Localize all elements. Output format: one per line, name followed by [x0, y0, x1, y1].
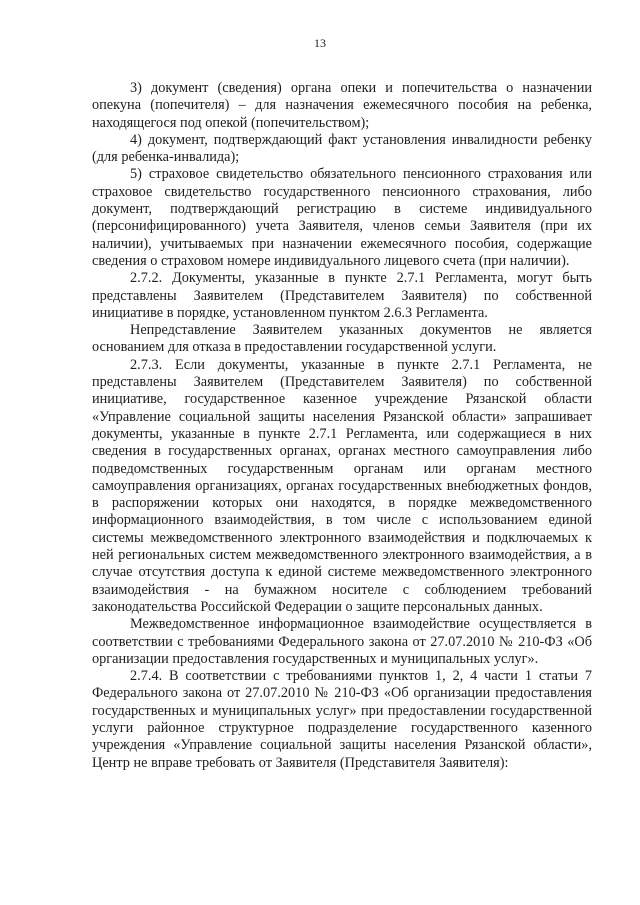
paragraph-item-3: 3) документ (сведения) органа опеки и попечительства о назначении опекуна (попечителя) – для назначения ежемесячного пособия на ребенка, находящегося под опекой (попечительством);	[92, 80, 592, 131]
paragraph-2-7-4: 2.7.4. В соответствии с требованиями пунктов 1, 2, 4 части 1 статьи 7 Федерального закона от 27.07.2010 № 210-ФЗ «Об организации предоставления государственных и муниципальных услуг» при предоставлении государственной услуги районное структурное подразделение государственного казенного учреждения «Управление социальной защиты населения Рязанской области», Центр не вправе требовать от Заявителя (Представителя Заявителя):	[92, 668, 592, 771]
paragraph-interagency: Межведомственное информационное взаимодействие осуществляется в соответствии с требованиями Федерального закона от 27.07.2010 № 210-ФЗ «Об организации предоставления государственных и муниципальных услуг».	[92, 616, 592, 667]
paragraph-non-submission: Непредставление Заявителем указанных документов не является основанием для отказа в предоставлении государственной услуги.	[92, 322, 592, 356]
page-number: 13	[314, 36, 326, 50]
document-body	[92, 80, 592, 772]
paragraph-2-7-3: 2.7.3. Если документы, указанные в пункте 2.7.1 Регламента, не представлены Заявителем (Представителем Заявителя) по собственной инициативе, государственное казенное учреждение Рязанской области «Управление социальной защиты населения Рязанской области» запрашивает документы, указанные в пункте 2.7.1 Регламента, или содержащиеся в них сведения в государственных органах, органах местного самоуправления либо подведомственных государственным органам или органам местного самоуправления организациях, органах государственных внебюджетных фондов, в распоряжении которых они находятся, в порядке межведомственного информационного взаимодействия, в том числе с использованием единой системы межведомственного электронного взаимодействия и подключаемых к ней региональных систем межведомственного электронного взаимодействия, а в случае отсутствия доступа к единой системе межведомственного электронного взаимодействия - на бумажном носителе с соблюдением требований законодательства Российской Федерации о защите персональных данных.	[92, 356, 592, 615]
paragraph-2-7-2: 2.7.2. Документы, указанные в пункте 2.7.1 Регламента, могут быть представлены Заявителем (Представителем Заявителя) по собственной инициативе в порядке, установленном пунктом 2.6.3 Регламента.	[92, 270, 592, 321]
paragraph-item-5: 5) страховое свидетельство обязательного пенсионного страхования или страховое свидетельство государственного пенсионного страхования, либо документ, подтверждающий регистрацию в системе индивидуального (персонифицированного) учета Заявителя, членов семьи Заявителя (при их наличии), учитываемых при назначении ежемесячного пособия, содержащие сведения о страховом номере индивидуального лицевого счета (при наличии).	[92, 166, 592, 269]
paragraph-item-4: 4) документ, подтверждающий факт установления инвалидности ребенку (для ребенка-инвалида);	[92, 131, 592, 166]
